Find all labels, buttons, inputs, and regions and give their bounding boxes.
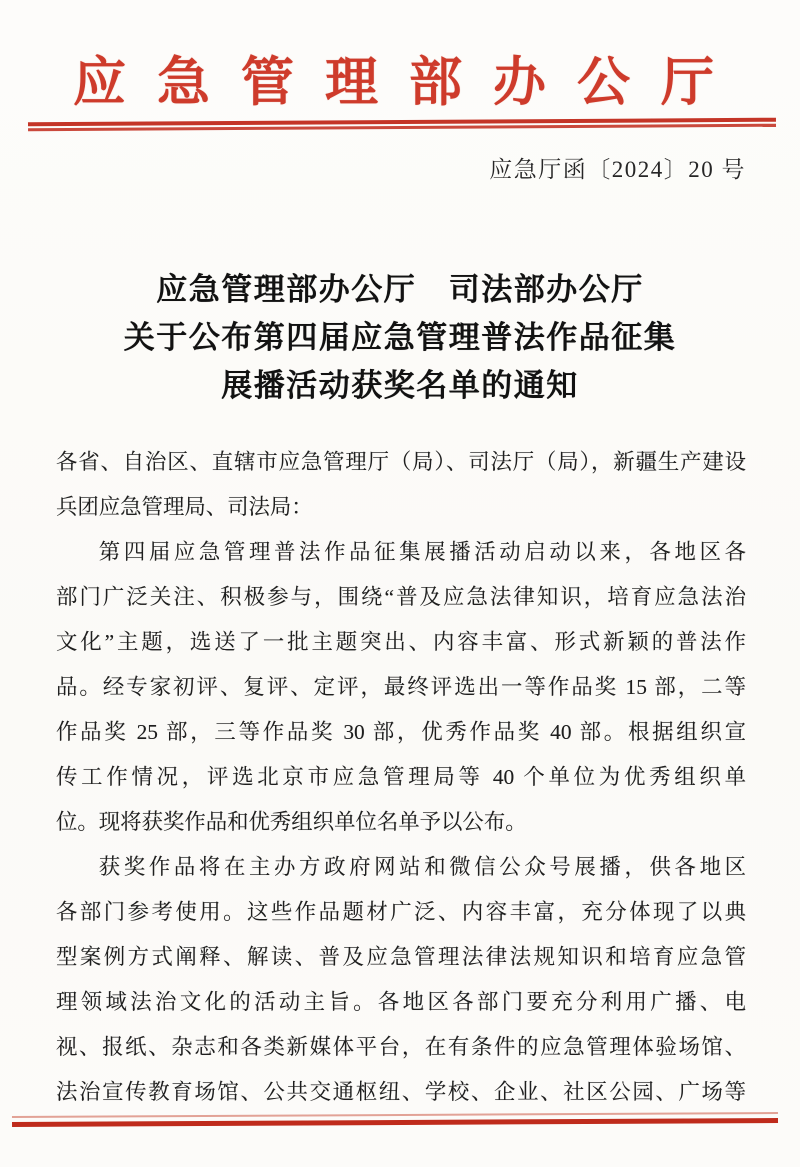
document-body bbox=[56, 440, 746, 1115]
body-text-line: 作品奖 25 部，三等作品奖 30 部，优秀作品奖 40 部。根据组织宣 bbox=[56, 720, 746, 744]
body-text-line: 传工作情况，评选北京市应急管理局等 40 个单位为优秀组织单 bbox=[56, 765, 746, 789]
body-text-line: 兵团应急管理局、司法局： bbox=[56, 495, 313, 519]
body-text-line: 位。现将获奖作品和优秀组织单位名单予以公布。 bbox=[56, 810, 527, 834]
body-text-line: 文化”主题，选送了一批主题突出、内容丰富、形式新颖的普法作 bbox=[56, 630, 746, 654]
document-reference-number: 应急厅函〔2024〕20 号 bbox=[489, 157, 746, 182]
footer-rule-thick-line bbox=[12, 1118, 778, 1127]
document-title-line: 展播活动获奖名单的通知 bbox=[221, 368, 579, 403]
body-text-line: 品。经专家初评、复评、定评，最终评选出一等作品奖 15 部，二等 bbox=[56, 675, 746, 699]
body-text-line: 部门广泛关注、积极参与，围绕“普及应急法律知识，培育应急法治 bbox=[56, 585, 746, 609]
document-title bbox=[0, 266, 800, 410]
body-text-line: 获奖作品将在主办方政府网站和微信公众号展播，供各地区 bbox=[98, 855, 746, 879]
body-text-line: 第四届应急管理普法作品征集展播活动启动以来，各地区各 bbox=[98, 540, 746, 564]
document-title-line: 关于公布第四届应急管理普法作品征集 bbox=[123, 320, 677, 355]
body-text-line: 法治宣传教育场馆、公共交通枢纽、学校、企业、社区公园、广场等 bbox=[56, 1080, 746, 1104]
body-text-line: 各省、自治区、直辖市应急管理厅（局）、司法厅（局），新疆生产建设 bbox=[56, 450, 746, 474]
letterhead-issuing-office: 应急管理部办公厅 bbox=[73, 54, 745, 112]
document-title-line: 应急管理部办公厅 司法部办公厅 bbox=[156, 272, 644, 307]
letterhead-separator-rule bbox=[28, 118, 776, 132]
body-text-line: 理领域法治文化的活动主旨。各地区各部门要充分利用广播、电 bbox=[56, 990, 746, 1014]
body-text-line: 各部门参考使用。这些作品题材广泛、内容丰富，充分体现了以典 bbox=[56, 900, 746, 924]
body-text-line: 视、报纸、杂志和各类新媒体平台，在有条件的应急管理体验场馆、 bbox=[56, 1035, 746, 1059]
body-text-line: 型案例方式阐释、解读、普及应急管理法律法规知识和培育应急管 bbox=[56, 945, 746, 969]
